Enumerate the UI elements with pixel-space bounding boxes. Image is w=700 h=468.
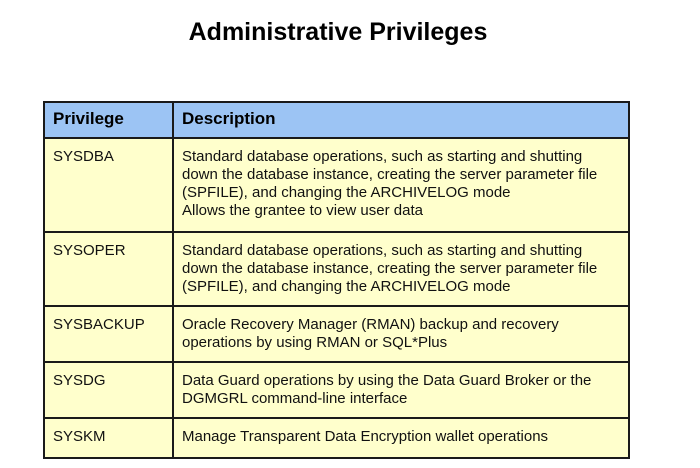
privileges-table <box>43 101 630 459</box>
description-line: Manage Transparent Data Encryption wallet operations <box>182 428 549 445</box>
page-title: Administrative Privileges <box>188 18 488 46</box>
description-line: Allows the grantee to view user data <box>182 202 423 219</box>
table-row <box>44 138 629 232</box>
description-line: operations by using RMAN or SQL*Plus <box>182 334 448 351</box>
privilege-description <box>173 138 629 232</box>
table-row <box>44 362 629 418</box>
privilege-name: SYSKM <box>44 418 173 458</box>
description-line: (SPFILE), and changing the ARCHIVELOG mode <box>182 184 511 201</box>
privilege-name: SYSBACKUP <box>44 306 173 362</box>
description-line: Oracle Recovery Manager (RMAN) backup and recovery <box>182 316 559 333</box>
privilege-name: SYSDBA <box>44 138 173 232</box>
privilege-description <box>173 362 629 418</box>
table-row <box>44 232 629 306</box>
description-line: Data Guard operations by using the Data Guard Broker or the <box>182 372 592 389</box>
description-line: Standard database operations, such as starting and shutting <box>182 148 583 165</box>
privilege-description <box>173 232 629 306</box>
table-row <box>44 306 629 362</box>
column-header-description: Description <box>173 102 629 138</box>
description-line: Standard database operations, such as starting and shutting <box>182 242 583 259</box>
table-row <box>44 418 629 458</box>
privilege-name: SYSOPER <box>44 232 173 306</box>
privilege-description <box>173 306 629 362</box>
description-line: DGMGRL command-line interface <box>182 390 408 407</box>
privilege-description <box>173 418 629 458</box>
column-header-privilege: Privilege <box>44 102 173 138</box>
description-line: (SPFILE), and changing the ARCHIVELOG mode <box>182 278 511 295</box>
description-line: down the database instance, creating the server parameter file <box>182 166 598 183</box>
description-line: down the database instance, creating the server parameter file <box>182 260 598 277</box>
table-header-row <box>44 102 629 138</box>
privilege-name: SYSDG <box>44 362 173 418</box>
